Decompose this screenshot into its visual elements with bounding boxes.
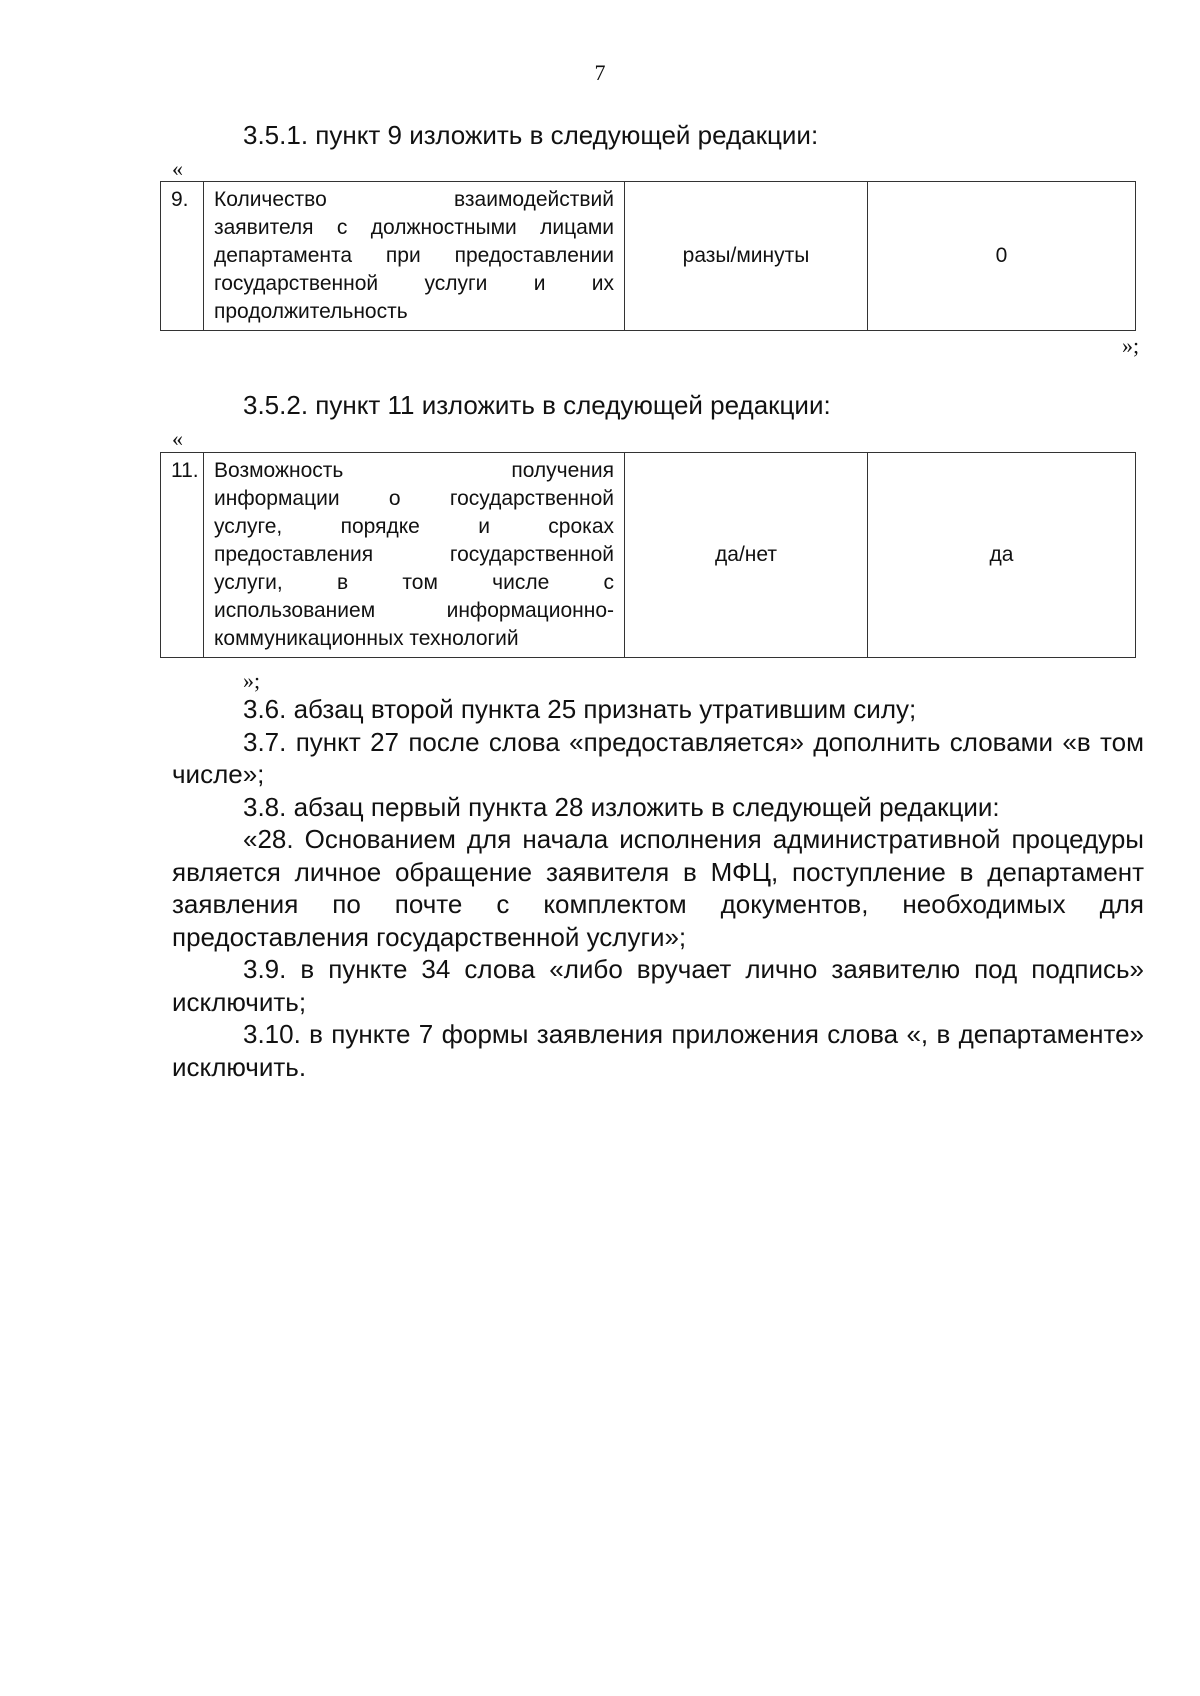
section-3-5-2-close-quote: »; [243,668,261,693]
section-3-5-1-heading: 3.5.1. пункт 9 изложить в следующей редакции: [243,120,819,150]
table-item-11 [160,452,1136,658]
desc-line: продолжительность [214,300,408,323]
row-value: да [868,453,1136,658]
table-row [161,182,1136,331]
paragraph-3-9: 3.9. в пункте 34 слова «либо вручает лично заявителю под подпись» исключить; [172,954,1144,1017]
row-unit: разы/минуты [625,182,868,331]
table-item-9 [160,181,1136,331]
desc-line: заявителя с должностными лицами [214,216,614,239]
row-unit: да/нет [625,453,868,658]
desc-line: услуги, в том числе с [214,571,614,594]
desc-line: предоставления государственной [214,543,614,566]
desc-line: Количество взаимодействий [214,188,614,211]
paragraph-3-6: 3.6. абзац второй пункта 25 признать утратившим силу; [243,694,917,724]
section-3-5-1-open-quote: « [172,156,183,181]
row-number: 11. [161,453,204,658]
desc-line: департамента при предоставлении [214,244,614,267]
desc-line: коммуникационных технологий [214,627,519,650]
table-row [161,453,1136,658]
amendment-paragraphs [172,693,1144,1083]
desc-line: информации о государственной [214,487,614,510]
paragraph-3-10: 3.10. в пункте 7 формы заявления приложения слова «, в департаменте» исключить. [172,1019,1144,1082]
row-number: 9. [161,182,204,331]
section-3-5-2-open-quote: « [172,426,183,451]
desc-line: Возможность получения [214,459,614,482]
row-description [204,453,625,658]
section-3-5-2-heading: 3.5.2. пункт 11 изложить в следующей редакции: [243,390,831,420]
paragraph-3-7: 3.7. пункт 27 после слова «предоставляется» дополнить словами «в том числе»; [172,726,1144,789]
paragraph-28-text: «28. Основанием для начала исполнения административной процедуры является личное обращение заявителя в МФЦ, поступление в департамент заявления по почте с комплектом документов, необходимых для предоставления государственной услуги»; [172,824,1144,952]
desc-line: услуге, порядке и сроках [214,515,614,538]
paragraph-3-8: 3.8. абзац первый пункта 28 изложить в следующей редакции: [243,791,1000,822]
section-3-5-1-close-quote: »; [1122,333,1140,358]
row-description [204,182,625,331]
desc-line: использованием информационно- [214,599,614,622]
page-number: 7 [594,60,606,85]
desc-line: государственной услуги и их [214,272,614,295]
row-value: 0 [868,182,1136,331]
